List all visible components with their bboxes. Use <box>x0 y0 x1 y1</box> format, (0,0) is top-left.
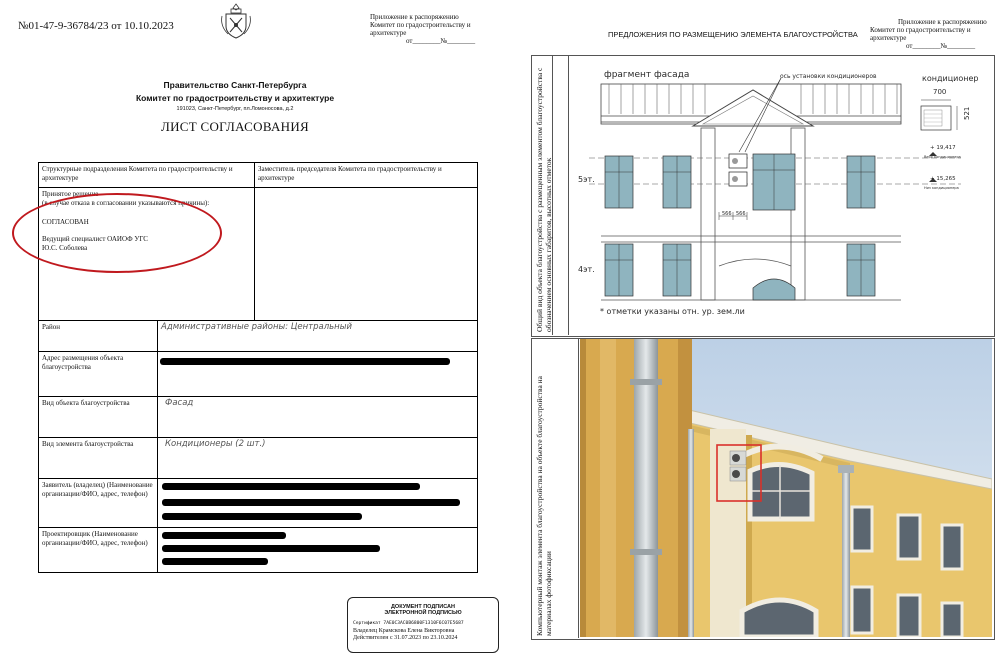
document-number: №01-47-9-36784/23 от 10.10.2023 <box>18 20 174 32</box>
elevation-note: * отметки указаны отн. ур. зем.ли <box>600 307 745 316</box>
panel-divider <box>578 338 579 638</box>
stamp-owner: Владелец Крамскова Елена Викторовна <box>353 628 455 634</box>
row-label <box>39 479 158 528</box>
floor-5-label: 5эт. <box>578 175 595 184</box>
committee-title: Комитет по градостроительству и архитектуре <box>135 93 335 103</box>
redaction-bar <box>160 358 450 365</box>
stamp-validity: Действителен с 31.07.2023 по 23.10.2024 <box>353 635 458 641</box>
government-title: Правительство Санкт-Петербурга <box>163 80 307 90</box>
redaction-bar <box>162 513 362 520</box>
sheet-title: ЛИСТ СОГЛАСОВАНИЯ <box>160 119 310 134</box>
label-text: Вид объекта благоустройства <box>42 399 130 407</box>
deputy-signature-cell <box>255 188 478 321</box>
row-value <box>158 321 478 352</box>
ac-width: 700 <box>933 88 947 96</box>
row-value <box>158 397 478 438</box>
row-value <box>158 352 478 397</box>
redaction-bar <box>162 483 420 490</box>
redaction-bar <box>162 558 268 565</box>
row-value <box>158 479 478 528</box>
deputy-header <box>255 163 478 188</box>
row-label <box>39 438 158 479</box>
stamp-certificate: Сертификат 7AE0C3AC0B6800F1310F6C07E5687 <box>353 621 464 626</box>
appendix-line: Приложение к распоряжению <box>898 18 987 26</box>
redaction-bar <box>162 532 286 539</box>
appendix-note <box>370 13 505 45</box>
coat-of-arms-icon <box>218 2 254 40</box>
label-text: Заявитель (владелец) (Наименование организации/ФИО, адрес, телефон) <box>42 481 153 498</box>
approval-highlight-oval <box>12 193 222 273</box>
row-label <box>39 352 158 397</box>
row-value <box>158 528 478 573</box>
label-text: Адрес размещения объекта благоустройства <box>42 354 124 371</box>
stamp-line1: ДОКУМЕНТ ПОДПИСАН <box>391 604 455 610</box>
row-label <box>39 528 158 573</box>
ac-axis-label: ось установки кондиционеров <box>780 73 877 80</box>
label-text: Проектировщик (Наименование организации/ФИО, адрес, телефон) <box>42 530 148 547</box>
appendix-line: Комитет по градостроительству и архитектуре <box>370 21 471 37</box>
ac-height: 521 <box>963 106 971 120</box>
specialist-role: Ведущий специалист ОАИОФ УГС <box>42 235 148 243</box>
decision-note: (в случае отказа в согласовании указываются причины): <box>42 199 210 207</box>
decision-value: СОГЛАСОВАН <box>42 218 89 226</box>
appendix-note <box>870 18 1000 50</box>
e-signature-stamp <box>347 597 499 653</box>
header-text: Структурные подразделения Комитета по градостроительству и архитектуре <box>42 165 233 182</box>
level-top: + 19,417 <box>930 145 956 151</box>
decision-label: Принятое решение <box>42 190 99 198</box>
label-text: Вид элемента благоустройства <box>42 440 134 448</box>
specialist-name: Ю.С. Соболева <box>42 244 88 252</box>
structural-units-header <box>39 163 255 188</box>
appendix-line: от________№________ <box>406 37 476 45</box>
facade-drawing <box>569 56 992 334</box>
facade-fragment-label: фрагмент фасада <box>604 70 690 80</box>
dimension-2: 566 <box>736 211 746 217</box>
panel1-label: Общий вид объекта благоустройства с размещенным элементом благоустройства с обозначением основных габаритов, высотных отметок <box>535 67 553 332</box>
label-text: Район <box>42 323 60 331</box>
floor-4-label: 4эт. <box>578 265 595 274</box>
appendix-line: от________№________ <box>906 42 976 50</box>
dimension-1: 566 <box>722 211 732 217</box>
level-bottom-note: Низ кондиционера <box>924 186 959 190</box>
district-value: Административные районы: Центральный <box>161 322 352 332</box>
redaction-bar <box>162 499 460 506</box>
panel2-label: Компьютерный монтаж элемента благоустройства на объекте благоустройства на материалах фотофиксации <box>535 375 553 636</box>
element-type-value: Кондиционеры (2 шт.) <box>165 439 266 449</box>
row-label <box>39 397 158 438</box>
proposal-title: ПРЕДЛОЖЕНИЯ ПО РАЗМЕЩЕНИЮ ЭЛЕМЕНТА БЛАГОУСТРОЙСТВА <box>608 30 858 39</box>
header-text: Заместитель председателя Комитета по градостроительству и архитектуре <box>258 165 442 182</box>
redaction-bar <box>162 545 380 552</box>
object-type-value: Фасад <box>165 398 194 408</box>
appendix-line: Приложение к распоряжению <box>370 13 459 21</box>
stamp-line2: ЭЛЕКТРОННОЙ ПОДПИСЬЮ <box>384 610 462 616</box>
level-top-note: Верх кондиционера <box>924 155 961 159</box>
appendix-line: Комитет по градостроительству и архитектуре <box>870 26 971 42</box>
level-bottom: + 15,265 <box>930 176 956 182</box>
ac-detail-label: кондиционер <box>922 74 979 83</box>
committee-address: 191023, Санкт-Петербург, пл.Ломоносова, д.2 <box>176 106 294 112</box>
building-photo <box>580 339 992 637</box>
row-value <box>158 438 478 479</box>
row-label <box>39 321 158 352</box>
